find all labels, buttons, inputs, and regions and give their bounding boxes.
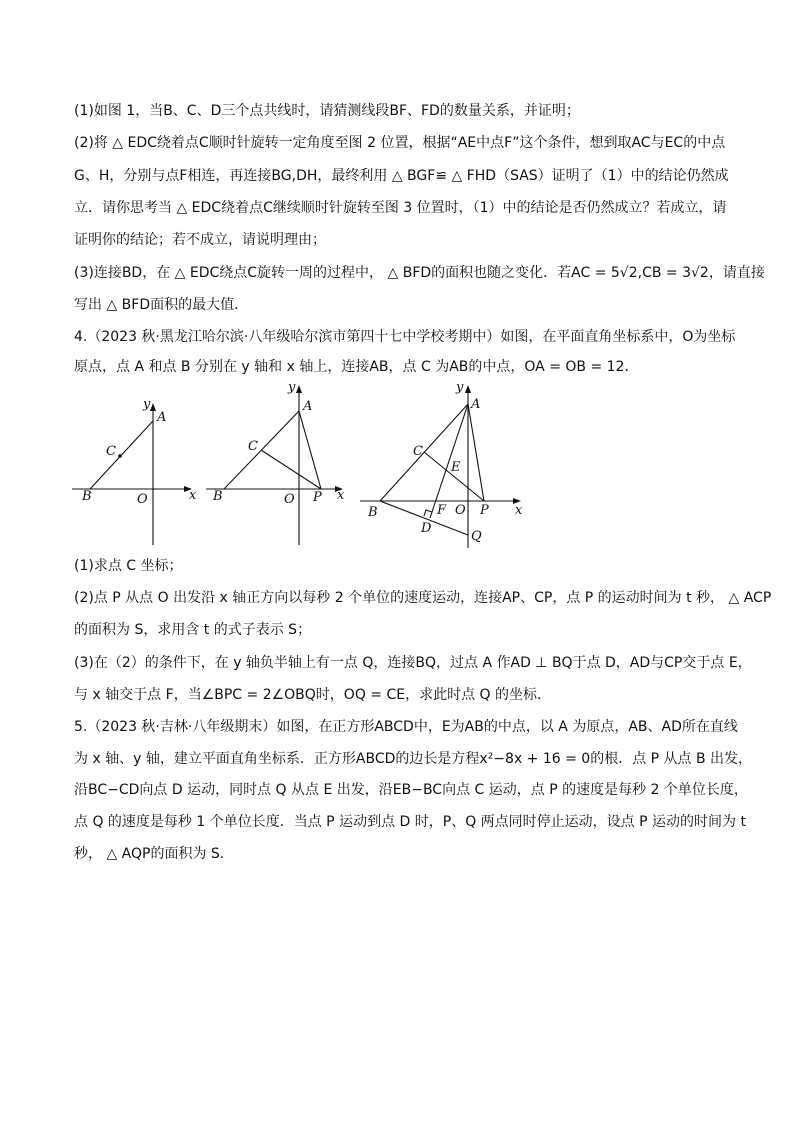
text-line-1: (1)如图 1，当B、C、D三个点共线时，请猜测线段BF、FD的数量关系，并证明； (74, 103, 580, 119)
text-line-11: (2)点 P 从点 O 出发沿 x 轴正方向以每秒 2 个单位的速度运动，连接AP、CP，点 P 的运动时间为 t 秒， △ ACP (74, 590, 772, 606)
fig3-y-arrow (465, 385, 471, 393)
text-line-5: 证明你的结论；若不成立，请说明理由； (74, 232, 326, 248)
text-line-16: 为 x 轴、y 轴，建立平面直角坐标系．正方形ABCD的边长是方程x²−8x + 16 = 0的根．点 P 从点 B 出发， (74, 751, 753, 767)
fig3-segment-ap (468, 404, 484, 501)
fig2-label-c: C (248, 439, 258, 454)
fig3-label-y: y (456, 380, 464, 395)
text-line-2: (2)将 △ EDC绕着点C顺时针旋转一定角度至图 2 位置，根据“AE中点F”这个条件，想到取AC与EC的中点 (74, 135, 726, 151)
fig1-point-c (118, 454, 122, 458)
fig3-label-d: D (421, 521, 432, 536)
fig2-label-y: y (288, 380, 296, 395)
fig1-label-a: A (157, 410, 167, 425)
text-line-9: 原点，点 A 和点 B 分别在 y 轴和 x 轴上，连接AB，点 C 为AB的中点，OA = OB = 12． (74, 359, 639, 375)
text-line-15: 5.（2023 秋·吉林·八年级期末）如图，在正方形ABCD中，E为AB的中点，以 A 为原点，AB、AD所在直线 (74, 719, 738, 735)
fig1-label-c: C (106, 444, 116, 459)
text-line-19: 秒， △ AQP的面积为 S． (74, 846, 234, 862)
text-line-4: 立．请你思考当 △ EDC绕着点C继续顺时针旋转至图 3 位置时，（1）中的结论是否仍然成立？若成立，请 (74, 200, 727, 216)
text-line-8: 4.（2023 秋·黑龙江哈尔滨·八年级哈尔滨市第四十七中学校考期中）如图，在平面直角坐标系中，O为坐标 (74, 329, 736, 345)
fig1-label-y: y (143, 397, 151, 412)
geometry-figures (0, 378, 794, 548)
fig2-label-x: x (337, 488, 345, 503)
figure-3 (360, 385, 521, 548)
fig1-y-arrow (150, 403, 156, 411)
text-line-18: 点 Q 的速度是每秒 1 个单位长度．当点 P 运动到点 D 时，P、Q 两点同时停止运动，设点 P 运动的时间为 t (74, 814, 746, 830)
figure-2 (206, 385, 343, 545)
fig3-label-e: E (451, 460, 461, 475)
text-line-14: 与 x 轴交于点 F，当∠BPC = 2∠OBQ时，OQ = CE，求此时点 Q 的坐标． (74, 687, 552, 703)
fig3-label-c: C (413, 444, 423, 459)
text-line-10: (1)求点 C 坐标； (74, 558, 183, 574)
fig3-label-a: A (471, 397, 481, 412)
fig2-y-arrow (296, 385, 302, 393)
text-line-17: 沿BC−CD向点 D 运动，同时点 Q 从点 E 出发，沿EB−BC向点 C 运动，点 P 的速度是每秒 2 个单位长度， (74, 782, 748, 798)
text-line-6: (3)连接BD，在 △ EDC绕点C旋转一周的过程中， △ BFD的面积也随之变化．若AC = 5√2,CB = 3√2，请直接 (74, 265, 765, 281)
fig3-label-o: O (455, 503, 466, 518)
fig3-label-b: B (368, 505, 378, 520)
fig1-label-o: O (137, 492, 148, 507)
fig3-label-q: Q (471, 529, 482, 544)
fig1-label-b: B (82, 489, 92, 504)
text-line-12: 的面积为 S，求用含 t 的式子表示 S； (74, 622, 312, 638)
fig3-label-x: x (515, 503, 523, 518)
text-line-3: G、H，分别与点F相连，再连接BG,DH，最终利用 △ BGF≌ △ FHD（SAS）证明了（1）中的结论仍然成 (74, 168, 729, 184)
fig2-label-p: P (313, 490, 322, 505)
fig1-segment-ab (90, 421, 153, 489)
fig1-label-x: x (189, 488, 197, 503)
fig2-label-a: A (303, 399, 313, 414)
fig3-label-f: F (437, 503, 447, 518)
text-line-13: (3)在（2）的条件下，在 y 轴负半轴上有一点 Q，连接BQ，过点 A 作AD ⊥ BQ于点 D，AD与CP交于点 E， (74, 655, 752, 671)
fig2-label-b: B (213, 489, 223, 504)
fig3-label-p: P (480, 503, 489, 518)
fig2-label-o: O (284, 492, 295, 507)
text-line-7: 写出 △ BFD面积的最大值． (74, 297, 249, 313)
figure-1 (72, 403, 192, 545)
